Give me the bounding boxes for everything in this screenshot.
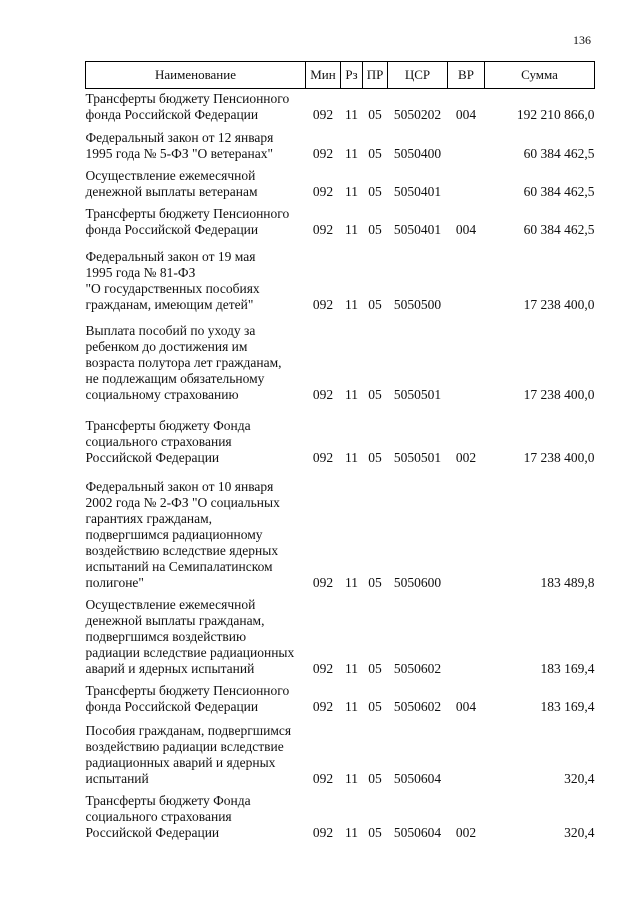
row-rz: 11 <box>345 575 358 590</box>
row-csr: 5050501 <box>393 387 442 402</box>
row-vr <box>448 165 485 203</box>
row-vr <box>448 241 485 316</box>
row-csr: 5050602 <box>393 661 442 676</box>
row-name: Федеральный закон от 12 января 1995 года № 5-ФЗ "О ветеранах" <box>85 130 274 161</box>
header-min: Мин <box>306 62 341 89</box>
row-csr: 5050401 <box>393 184 442 199</box>
row-min: 092 <box>312 297 334 312</box>
row-csr: 5050602 <box>393 699 442 714</box>
row-sum: 17 238 400,0 <box>523 387 595 402</box>
row-pr: 05 <box>368 661 382 676</box>
row-pr: 05 <box>368 297 382 312</box>
table-row <box>86 241 595 316</box>
row-name: Осуществление ежемесячной денежной выплаты гражданам, подвергшимся воздействию радиации вследствие радиационных аварий и ядерных испытаний <box>85 597 295 676</box>
table-row <box>86 165 595 203</box>
row-name: Выплата пособий по уходу за ребенком до достижения им возраста полутора лет гражданам, не подлежащим обязательному социальному страхованию <box>85 323 282 402</box>
row-csr: 5050400 <box>393 146 442 161</box>
table-row <box>86 89 595 127</box>
row-pr: 05 <box>368 771 382 786</box>
header-vr: ВР <box>448 62 485 89</box>
table-row <box>86 469 595 594</box>
row-pr: 05 <box>368 184 382 199</box>
row-min: 092 <box>312 387 334 402</box>
row-name: Пособия гражданам, подвергшимся воздействию радиации вследствие радиационных аварий и ядерных испытаний <box>85 723 292 786</box>
row-csr: 5050604 <box>393 771 442 786</box>
row-vr: 002 <box>455 825 477 840</box>
row-min: 092 <box>312 661 334 676</box>
table-row <box>86 790 595 844</box>
header-name: Наименование <box>86 62 306 89</box>
row-rz: 11 <box>345 450 358 465</box>
row-pr: 05 <box>368 450 382 465</box>
row-pr: 05 <box>368 825 382 840</box>
row-sum: 183 169,4 <box>540 699 595 714</box>
row-vr <box>448 126 485 165</box>
row-min: 092 <box>312 107 334 122</box>
header-csr: ЦСР <box>388 62 448 89</box>
row-vr <box>448 469 485 594</box>
row-rz: 11 <box>345 107 358 122</box>
row-min: 092 <box>312 771 334 786</box>
row-csr: 5050501 <box>393 450 442 465</box>
row-pr: 05 <box>368 387 382 402</box>
row-min: 092 <box>312 184 334 199</box>
table-row <box>86 316 595 406</box>
row-name: Трансферты бюджету Пенсионного фонда Российской Федерации <box>85 683 290 714</box>
header-sum: Сумма <box>485 62 595 89</box>
row-min: 092 <box>312 575 334 590</box>
row-pr: 05 <box>368 575 382 590</box>
table-row <box>86 406 595 469</box>
table-row <box>86 718 595 790</box>
row-name: Федеральный закон от 10 января 2002 года № 2-ФЗ "О социальных гарантиях гражданам, подвергшимся радиационному воздействию вследствие ядерных испытаний на Семипалатинском полигоне" <box>85 479 280 590</box>
row-rz: 11 <box>345 699 358 714</box>
row-min: 092 <box>312 222 334 237</box>
page-number: 136 <box>573 33 591 47</box>
table-row <box>86 126 595 165</box>
row-vr: 002 <box>455 450 477 465</box>
header-rz: Рз <box>341 62 363 89</box>
row-min: 092 <box>312 450 334 465</box>
row-name: Осуществление ежемесячной денежной выплаты ветеранам <box>85 168 258 199</box>
row-rz: 11 <box>345 387 358 402</box>
row-rz: 11 <box>345 297 358 312</box>
row-name: Трансферты бюджету Фонда социального страхования Российской Федерации <box>85 418 251 465</box>
row-vr: 004 <box>455 107 477 122</box>
row-pr: 05 <box>368 146 382 161</box>
row-sum: 192 210 866,0 <box>516 107 595 122</box>
row-pr: 05 <box>368 222 382 237</box>
table-row <box>86 203 595 241</box>
row-rz: 11 <box>345 146 358 161</box>
row-pr: 05 <box>368 107 382 122</box>
table-header-row <box>86 62 595 89</box>
row-csr: 5050604 <box>393 825 442 840</box>
header-pr: ПР <box>363 62 388 89</box>
row-vr <box>448 316 485 406</box>
row-name: Трансферты бюджету Пенсионного фонда Российской Федерации <box>85 206 290 237</box>
row-sum: 60 384 462,5 <box>523 184 595 199</box>
row-rz: 11 <box>345 771 358 786</box>
table-row <box>86 680 595 718</box>
row-name: Трансферты бюджету Фонда социального страхования Российской Федерации <box>85 793 251 840</box>
row-vr: 004 <box>455 699 477 714</box>
row-csr: 5050500 <box>393 297 442 312</box>
row-sum: 320,4 <box>564 825 595 840</box>
row-sum: 17 238 400,0 <box>523 450 595 465</box>
row-csr: 5050401 <box>393 222 442 237</box>
table-row <box>86 594 595 680</box>
row-rz: 11 <box>345 184 358 199</box>
row-vr <box>448 594 485 680</box>
row-sum: 17 238 400,0 <box>523 297 595 312</box>
row-name: Федеральный закон от 19 мая 1995 года № 81-ФЗ "О государственных пособиях гражданам, имеющим детей" <box>85 249 260 312</box>
row-sum: 320,4 <box>564 771 595 786</box>
row-sum: 183 489,8 <box>540 575 595 590</box>
budget-table <box>85 61 595 844</box>
row-min: 092 <box>312 146 334 161</box>
row-sum: 60 384 462,5 <box>523 222 595 237</box>
row-csr: 5050202 <box>393 107 442 122</box>
row-vr: 004 <box>455 222 477 237</box>
row-sum: 183 169,4 <box>540 661 595 676</box>
row-sum: 60 384 462,5 <box>523 146 595 161</box>
row-name: Трансферты бюджету Пенсионного фонда Российской Федерации <box>85 91 290 122</box>
row-rz: 11 <box>345 825 358 840</box>
row-vr <box>448 718 485 790</box>
row-pr: 05 <box>368 699 382 714</box>
row-rz: 11 <box>345 661 358 676</box>
row-min: 092 <box>312 825 334 840</box>
row-csr: 5050600 <box>393 575 442 590</box>
row-rz: 11 <box>345 222 358 237</box>
row-min: 092 <box>312 699 334 714</box>
